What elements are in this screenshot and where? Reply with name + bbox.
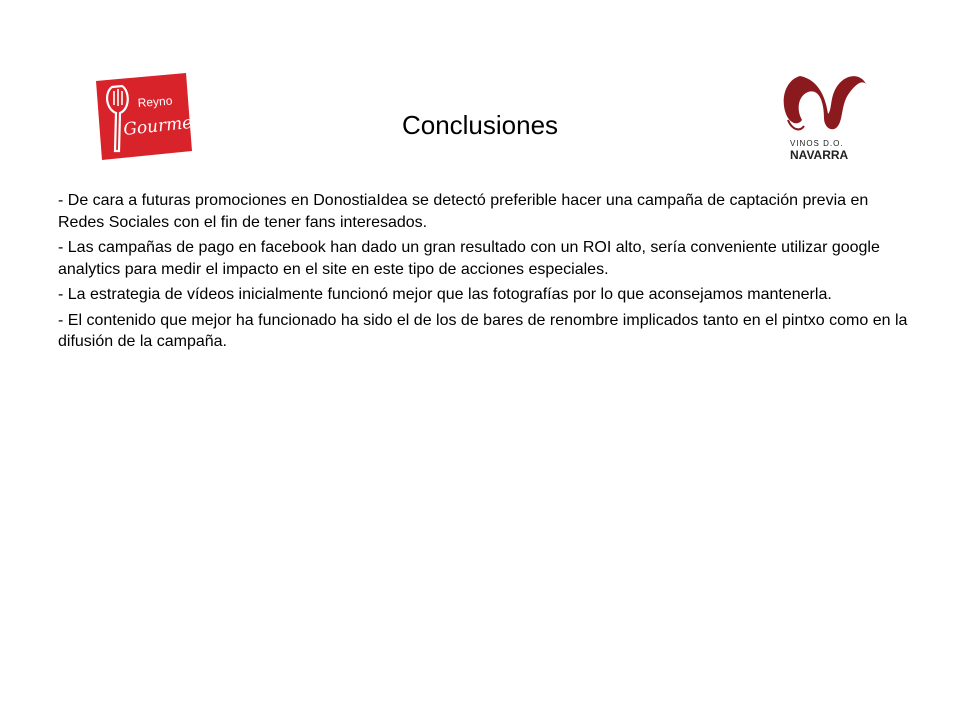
logo-left-line2: Gourmet: [122, 112, 201, 140]
bullet-item: - La estrategia de vídeos inicialmente funcionó mejor que las fotografías por lo que aconsejamos mantenerla.: [58, 286, 832, 303]
logo-right-line2: NAVARRA: [790, 148, 849, 162]
logo-right-line1: VINOS D.O.: [790, 139, 844, 148]
bullet-item: - El contenido que mejor ha funcionado ha sido el de los de bares de renombre implicados tanto en el pintxo como en la difusión de la campaña.: [58, 311, 908, 350]
bullet-item: - Las campañas de pago en facebook han dado un gran resultado con un ROI alto, sería conveniente utilizar google analytics para medir el impacto en el site en este tipo de acciones especiales.: [58, 239, 880, 278]
slide-title: Conclusiones: [401, 110, 559, 140]
logo-left-line1: Reyno: [137, 93, 173, 110]
bullet-list: [58, 190, 908, 357]
bullet-item: - De cara a futuras promociones en DonostiaIdea se detectó preferible hacer una campaña de captación previa en Redes Sociales con el fin de tener fans interesados.: [58, 192, 869, 231]
